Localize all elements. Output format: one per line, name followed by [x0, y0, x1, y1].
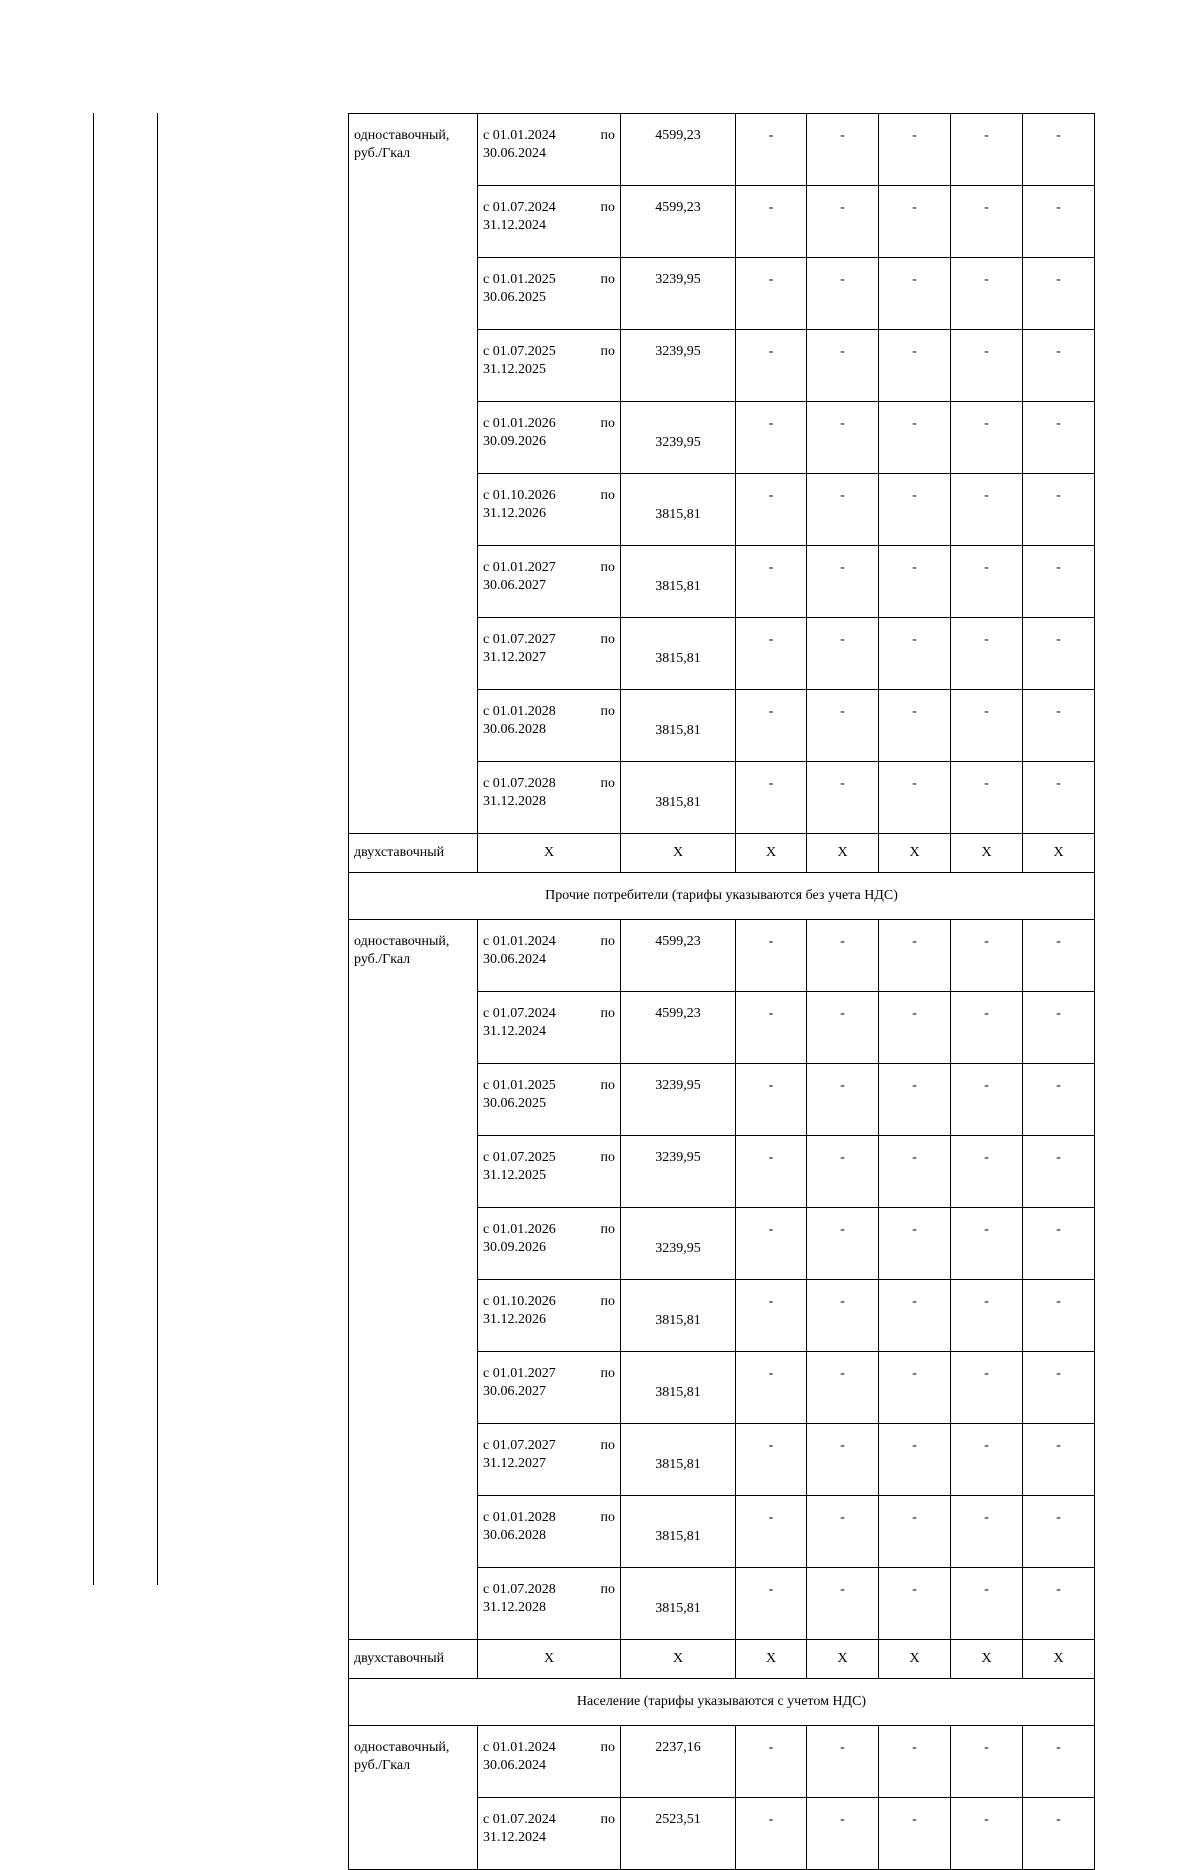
period-by: по [600, 344, 615, 359]
empty-dash: - [1023, 1136, 1095, 1208]
period-by: по [600, 1812, 615, 1827]
period-from: с 01.01.2026 [483, 1222, 556, 1237]
period-line [483, 1221, 615, 1239]
empty-dash: - [736, 1424, 807, 1496]
section-header-row [349, 1679, 1095, 1726]
period-cell [478, 1208, 621, 1280]
empty-dash: - [1023, 1568, 1095, 1640]
empty-dash: - [736, 258, 807, 330]
period-cell [478, 1424, 621, 1496]
period-by: по [600, 488, 615, 503]
tariff-value: 3239,95 [621, 1208, 736, 1280]
empty-dash: - [879, 992, 951, 1064]
period-from: с 01.07.2024 [483, 1812, 556, 1827]
empty-dash: - [736, 1280, 807, 1352]
period-cell [478, 618, 621, 690]
period-to: 30.09.2026 [483, 434, 546, 449]
tariff-value: 3815,81 [621, 1568, 736, 1640]
empty-dash: - [879, 1136, 951, 1208]
tariff-type-single: одноставочный, руб./Гкал [349, 114, 478, 834]
tariff-value: 2237,16 [621, 1726, 736, 1798]
empty-dash: - [951, 1496, 1023, 1568]
empty-dash: - [1023, 1280, 1095, 1352]
period-cell [478, 1798, 621, 1870]
period-by: по [600, 1294, 615, 1309]
empty-dash: - [879, 1352, 951, 1424]
period-line [483, 1509, 615, 1527]
period-by: по [600, 934, 615, 949]
period-line [483, 1077, 615, 1095]
period-cell [478, 762, 621, 834]
tariff-value: 4599,23 [621, 186, 736, 258]
empty-dash: - [736, 690, 807, 762]
empty-dash: - [879, 1064, 951, 1136]
empty-dash: - [807, 1136, 879, 1208]
period-by: по [600, 128, 615, 143]
tariff-value: 2523,51 [621, 1798, 736, 1870]
period-by: по [600, 632, 615, 647]
period-cell [478, 186, 621, 258]
empty-dash: - [736, 402, 807, 474]
empty-dash: - [1023, 330, 1095, 402]
section-header-row [349, 873, 1095, 920]
period-cell [478, 474, 621, 546]
period-from: с 01.07.2024 [483, 200, 556, 215]
empty-dash: - [879, 546, 951, 618]
empty-dash: - [1023, 258, 1095, 330]
empty-dash: - [879, 690, 951, 762]
empty-dash: - [807, 258, 879, 330]
empty-dash: - [951, 690, 1023, 762]
empty-dash: - [951, 1136, 1023, 1208]
period-to: 30.06.2024 [483, 146, 546, 161]
empty-dash: - [807, 1424, 879, 1496]
tariff-type-single: одноставочный, руб./Гкал [349, 920, 478, 1640]
period-by: по [600, 1078, 615, 1093]
tariff-value: 4599,23 [621, 114, 736, 186]
empty-dash: - [879, 762, 951, 834]
period-line [483, 1149, 615, 1167]
period-line [483, 487, 615, 505]
period-cell [478, 1568, 621, 1640]
tariff-value: 3815,81 [621, 1424, 736, 1496]
tariff-value: 3815,81 [621, 546, 736, 618]
empty-dash: - [1023, 1496, 1095, 1568]
period-line [483, 127, 615, 145]
period-line [483, 631, 615, 649]
empty-dash: - [1023, 474, 1095, 546]
empty-dash: - [807, 1496, 879, 1568]
tariff-row [349, 114, 1095, 186]
period-cell [478, 920, 621, 992]
left-margin-line-2 [157, 113, 158, 1585]
period-cell [478, 546, 621, 618]
empty-dash: - [807, 690, 879, 762]
empty-dash: - [807, 920, 879, 992]
empty-dash: - [879, 186, 951, 258]
period-to: 30.06.2024 [483, 952, 546, 967]
tariff-type-two: двухставочный [349, 1640, 478, 1679]
period-by: по [600, 776, 615, 791]
period-from: с 01.07.2025 [483, 344, 556, 359]
empty-dash: - [736, 1136, 807, 1208]
empty-dash: - [879, 114, 951, 186]
tariff-value: 4599,23 [621, 920, 736, 992]
empty-dash: - [736, 186, 807, 258]
period-by: по [600, 1438, 615, 1453]
empty-dash: - [736, 1726, 807, 1798]
period-to: 30.06.2027 [483, 578, 546, 593]
empty-dash: - [951, 186, 1023, 258]
period-from: с 01.01.2024 [483, 128, 556, 143]
empty-dash: - [879, 920, 951, 992]
period-line [483, 1811, 615, 1829]
empty-dash: - [879, 402, 951, 474]
empty-dash: - [807, 992, 879, 1064]
period-cell [478, 330, 621, 402]
period-line [483, 271, 615, 289]
period-to: 31.12.2027 [483, 1456, 546, 1471]
empty-dash: - [807, 474, 879, 546]
empty-dash: - [736, 1208, 807, 1280]
empty-dash: - [1023, 1352, 1095, 1424]
empty-dash: - [951, 114, 1023, 186]
period-line [483, 1293, 615, 1311]
period-from: с 01.01.2024 [483, 934, 556, 949]
empty-dash: - [807, 1208, 879, 1280]
tariff-row [349, 920, 1095, 992]
empty-dash: - [951, 258, 1023, 330]
left-margin-line [93, 113, 94, 1585]
empty-dash: - [1023, 762, 1095, 834]
period-line [483, 703, 615, 721]
tariff-value: 3815,81 [621, 690, 736, 762]
period-to: 30.06.2028 [483, 722, 546, 737]
empty-dash: - [951, 1280, 1023, 1352]
period-from: с 01.01.2024 [483, 1740, 556, 1755]
empty-dash: - [951, 1424, 1023, 1496]
not-applicable-mark: Х [951, 1640, 1023, 1679]
period-to: 31.12.2026 [483, 1312, 546, 1327]
period-cell [478, 1726, 621, 1798]
empty-dash: - [951, 1352, 1023, 1424]
period-line [483, 1739, 615, 1757]
empty-dash: - [807, 1726, 879, 1798]
period-cell [478, 1064, 621, 1136]
not-applicable-mark: Х [807, 1640, 879, 1679]
empty-dash: - [736, 1568, 807, 1640]
period-from: с 01.01.2027 [483, 1366, 556, 1381]
period-from: с 01.01.2025 [483, 1078, 556, 1093]
empty-dash: - [736, 114, 807, 186]
empty-dash: - [951, 546, 1023, 618]
period-cell [478, 690, 621, 762]
period-to: 30.06.2027 [483, 1384, 546, 1399]
period-to: 31.12.2024 [483, 1830, 546, 1845]
period-from: с 01.01.2028 [483, 1510, 556, 1525]
period-cell [478, 1352, 621, 1424]
period-by: по [600, 1006, 615, 1021]
period-by: по [600, 1222, 615, 1237]
period-to: 31.12.2025 [483, 362, 546, 377]
tariff-value: 3239,95 [621, 258, 736, 330]
not-applicable-mark: Х [1023, 834, 1095, 873]
empty-dash: - [807, 762, 879, 834]
tariff-value: 3815,81 [621, 618, 736, 690]
empty-dash: - [807, 186, 879, 258]
empty-dash: - [807, 1568, 879, 1640]
empty-dash: - [951, 618, 1023, 690]
empty-dash: - [736, 546, 807, 618]
period-to: 31.12.2024 [483, 218, 546, 233]
empty-dash: - [879, 1496, 951, 1568]
tariff-value: 3239,95 [621, 1136, 736, 1208]
period-line [483, 1005, 615, 1023]
tariff-type-two: двухставочный [349, 834, 478, 873]
period-by: по [600, 704, 615, 719]
period-to: 31.12.2024 [483, 1024, 546, 1039]
period-from: с 01.01.2027 [483, 560, 556, 575]
tariff-value: 3239,95 [621, 1064, 736, 1136]
empty-dash: - [951, 330, 1023, 402]
empty-dash: - [807, 546, 879, 618]
empty-dash: - [1023, 618, 1095, 690]
not-applicable-mark: Х [736, 1640, 807, 1679]
not-applicable-mark: Х [736, 834, 807, 873]
period-to: 31.12.2025 [483, 1168, 546, 1183]
period-to: 30.09.2026 [483, 1240, 546, 1255]
period-cell [478, 114, 621, 186]
empty-dash: - [736, 1064, 807, 1136]
period-cell [478, 992, 621, 1064]
period-from: с 01.10.2026 [483, 1294, 556, 1309]
empty-dash: - [807, 1352, 879, 1424]
empty-dash: - [951, 1208, 1023, 1280]
empty-dash: - [879, 1726, 951, 1798]
tariff-value: 3815,81 [621, 1280, 736, 1352]
empty-dash: - [879, 1568, 951, 1640]
empty-dash: - [1023, 114, 1095, 186]
empty-dash: - [879, 1280, 951, 1352]
empty-dash: - [951, 920, 1023, 992]
tariff-value: 3239,95 [621, 330, 736, 402]
empty-dash: - [1023, 1726, 1095, 1798]
section-header: Прочие потребители (тарифы указываются без учета НДС) [349, 873, 1095, 920]
empty-dash: - [951, 1568, 1023, 1640]
period-cell [478, 1280, 621, 1352]
empty-dash: - [951, 402, 1023, 474]
period-to: 31.12.2027 [483, 650, 546, 665]
period-cell [478, 402, 621, 474]
period-by: по [600, 1150, 615, 1165]
tariff-value: 3815,81 [621, 1352, 736, 1424]
period-to: 31.12.2026 [483, 506, 546, 521]
period-from: с 01.07.2028 [483, 1582, 556, 1597]
empty-dash: - [879, 474, 951, 546]
period-from: с 01.01.2025 [483, 272, 556, 287]
empty-dash: - [1023, 690, 1095, 762]
empty-dash: - [736, 1496, 807, 1568]
period-to: 31.12.2028 [483, 1600, 546, 1615]
tariff-value: 4599,23 [621, 992, 736, 1064]
empty-dash: - [1023, 1798, 1095, 1870]
period-cell [478, 258, 621, 330]
period-line [483, 775, 615, 793]
section-header: Население (тарифы указываются с учетом НДС) [349, 1679, 1095, 1726]
empty-dash: - [1023, 402, 1095, 474]
empty-dash: - [807, 402, 879, 474]
period-cell [478, 1496, 621, 1568]
period-from: с 01.07.2025 [483, 1150, 556, 1165]
tariff-value: 3815,81 [621, 474, 736, 546]
tariff-value: 3815,81 [621, 762, 736, 834]
empty-dash: - [1023, 992, 1095, 1064]
period-from: с 01.10.2026 [483, 488, 556, 503]
empty-dash: - [736, 762, 807, 834]
empty-dash: - [807, 1064, 879, 1136]
period-cell [478, 1136, 621, 1208]
not-applicable-mark: Х [621, 834, 736, 873]
empty-dash: - [879, 618, 951, 690]
period-to: 30.06.2025 [483, 290, 546, 305]
empty-dash: - [951, 1064, 1023, 1136]
empty-dash: - [736, 1352, 807, 1424]
period-by: по [600, 200, 615, 215]
empty-dash: - [807, 618, 879, 690]
period-line [483, 933, 615, 951]
period-from: с 01.01.2028 [483, 704, 556, 719]
period-by: по [600, 1582, 615, 1597]
not-applicable-mark: Х [879, 834, 951, 873]
not-applicable-mark: Х [879, 1640, 951, 1679]
period-to: 30.06.2028 [483, 1528, 546, 1543]
empty-dash: - [807, 1798, 879, 1870]
period-to: 30.06.2024 [483, 1758, 546, 1773]
not-applicable-mark: Х [478, 834, 621, 873]
empty-dash: - [1023, 546, 1095, 618]
not-applicable-mark: Х [807, 834, 879, 873]
empty-dash: - [736, 330, 807, 402]
tariff-value: 3239,95 [621, 402, 736, 474]
period-by: по [600, 272, 615, 287]
empty-dash: - [879, 330, 951, 402]
empty-dash: - [736, 1798, 807, 1870]
empty-dash: - [807, 114, 879, 186]
period-by: по [600, 1740, 615, 1755]
not-applicable-mark: Х [478, 1640, 621, 1679]
not-applicable-mark: Х [621, 1640, 736, 1679]
empty-dash: - [736, 618, 807, 690]
tariff-row [349, 1726, 1095, 1798]
empty-dash: - [951, 1798, 1023, 1870]
empty-dash: - [736, 992, 807, 1064]
not-applicable-mark: Х [1023, 1640, 1095, 1679]
not-applicable-mark: Х [951, 834, 1023, 873]
period-from: с 01.01.2026 [483, 416, 556, 431]
period-by: по [600, 560, 615, 575]
empty-dash: - [1023, 186, 1095, 258]
empty-dash: - [879, 1798, 951, 1870]
tariff-table [348, 113, 1095, 1870]
empty-dash: - [951, 992, 1023, 1064]
period-line [483, 1437, 615, 1455]
empty-dash: - [807, 1280, 879, 1352]
period-line [483, 199, 615, 217]
period-by: по [600, 1366, 615, 1381]
period-by: по [600, 416, 615, 431]
tariff-value: 3815,81 [621, 1496, 736, 1568]
period-line [483, 343, 615, 361]
period-from: с 01.07.2027 [483, 1438, 556, 1453]
period-to: 31.12.2028 [483, 794, 546, 809]
empty-dash: - [1023, 1064, 1095, 1136]
empty-dash: - [879, 258, 951, 330]
period-line [483, 1365, 615, 1383]
empty-dash: - [951, 474, 1023, 546]
empty-dash: - [951, 1726, 1023, 1798]
period-to: 30.06.2025 [483, 1096, 546, 1111]
period-from: с 01.07.2024 [483, 1006, 556, 1021]
empty-dash: - [736, 474, 807, 546]
period-line [483, 415, 615, 433]
empty-dash: - [1023, 920, 1095, 992]
two-rate-row [349, 834, 1095, 873]
two-rate-row [349, 1640, 1095, 1679]
period-from: с 01.07.2027 [483, 632, 556, 647]
empty-dash: - [951, 762, 1023, 834]
empty-dash: - [879, 1208, 951, 1280]
empty-dash: - [736, 920, 807, 992]
empty-dash: - [1023, 1424, 1095, 1496]
period-from: с 01.07.2028 [483, 776, 556, 791]
empty-dash: - [1023, 1208, 1095, 1280]
period-by: по [600, 1510, 615, 1525]
period-line [483, 559, 615, 577]
tariff-type-single: одноставочный, руб./Гкал [349, 1726, 478, 1870]
period-line [483, 1581, 615, 1599]
empty-dash: - [879, 1424, 951, 1496]
empty-dash: - [807, 330, 879, 402]
